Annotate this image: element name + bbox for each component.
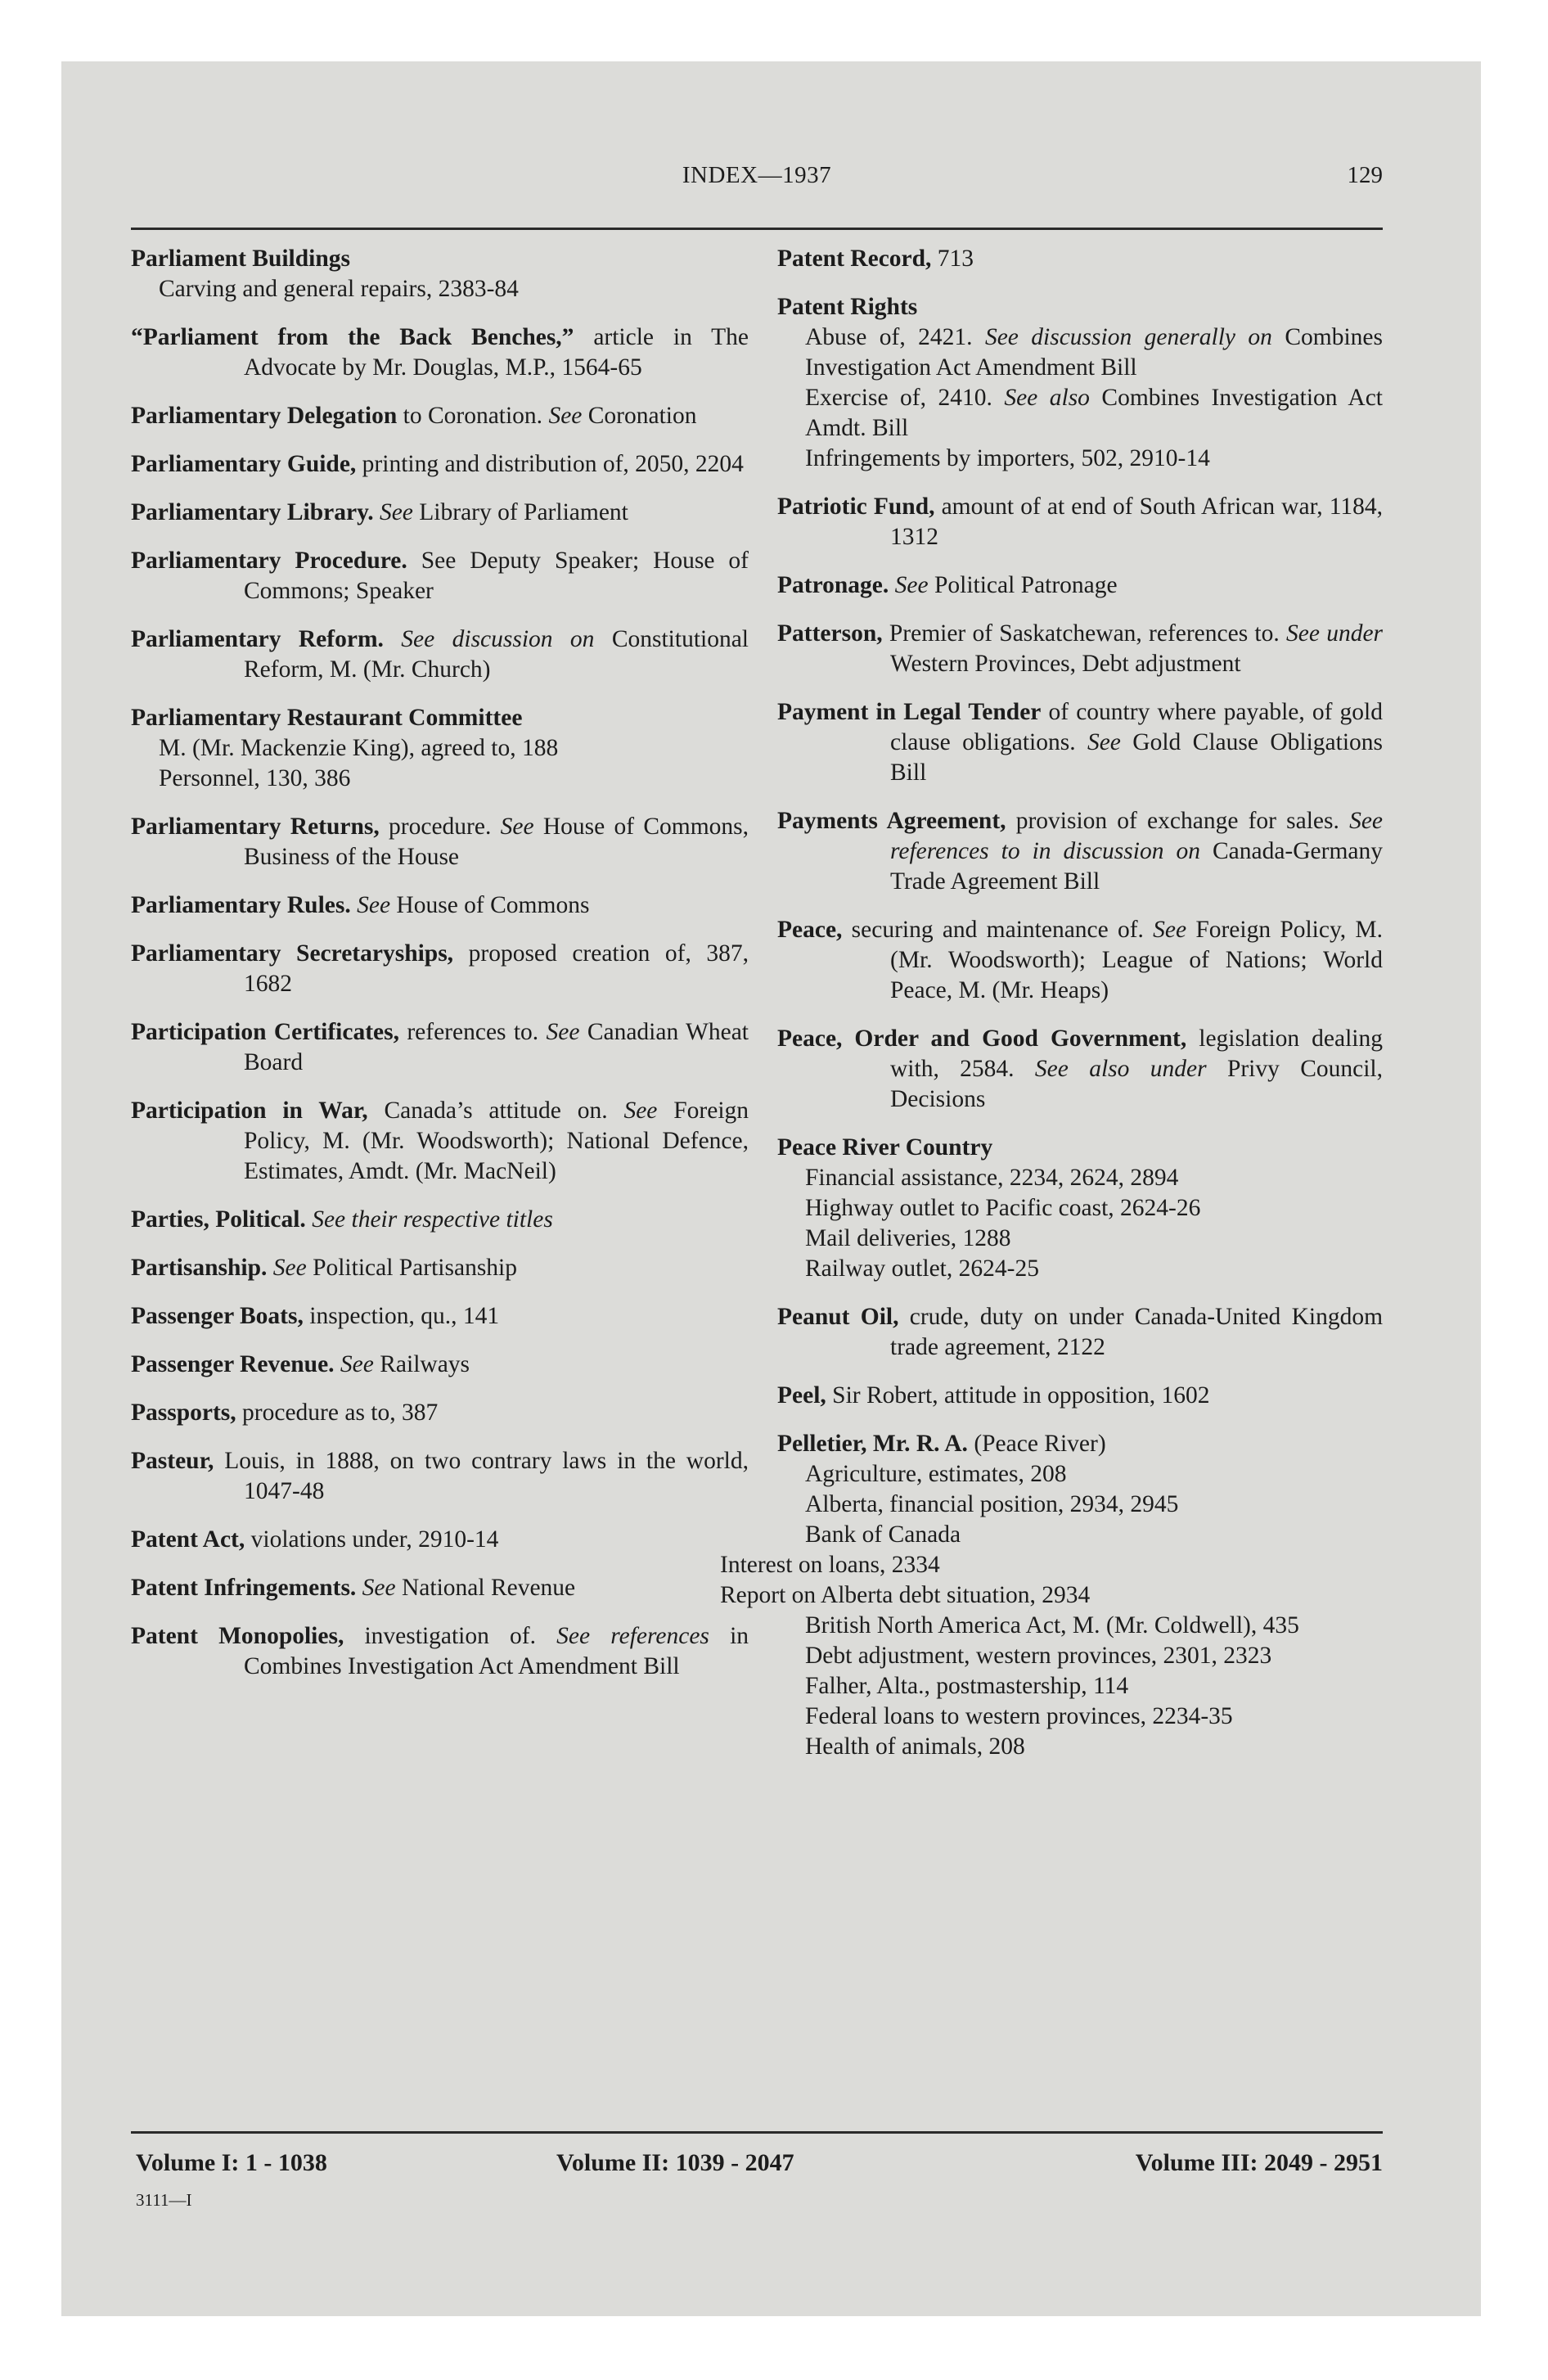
entry-text: article in The Advocate by Mr. Douglas, M.P., 1564-65 bbox=[244, 324, 749, 381]
see-reference: See bbox=[894, 572, 929, 598]
entry-heading: Participation in War, bbox=[131, 1098, 368, 1124]
entry-heading: Patriotic Fund, bbox=[777, 494, 935, 520]
see-reference: See bbox=[623, 1098, 658, 1124]
left-column bbox=[131, 244, 749, 1700]
index-subentry: Bank of Canada bbox=[805, 1521, 961, 1548]
page-number: 129 bbox=[1347, 162, 1383, 188]
entry-heading: Patent Rights bbox=[777, 294, 918, 320]
index-subentry: Alberta, financial position, 2934, 2945 bbox=[805, 1491, 1179, 1517]
index-entry bbox=[777, 244, 1383, 274]
index-entry bbox=[777, 806, 1383, 897]
entry-heading: “Parliament from the Back Benches,” bbox=[131, 324, 574, 350]
reference-target: National Revenue bbox=[401, 1575, 576, 1601]
see-reference: See discussion on bbox=[401, 626, 595, 652]
index-subentry: British North America Act, M. (Mr. Coldwell), 435 bbox=[805, 1612, 1299, 1639]
entry-text: legislation dealing with, 2584. bbox=[890, 1025, 1383, 1082]
index-entry bbox=[777, 915, 1383, 1006]
entry-text: procedure. bbox=[389, 814, 492, 840]
entry-heading: Parliamentary Guide, bbox=[131, 451, 357, 477]
index-subentry: Carving and general repairs, 2383-84 bbox=[159, 276, 519, 302]
entry-heading: Patent Infringements. bbox=[131, 1575, 357, 1601]
entry-heading: Payment in Legal Tender bbox=[777, 699, 1042, 725]
entry-heading: Patterson, bbox=[777, 620, 883, 647]
index-entry bbox=[131, 1446, 749, 1507]
index-entry bbox=[131, 1253, 749, 1283]
see-reference: See bbox=[357, 892, 391, 918]
reference-target: Foreign Policy, M. (Mr. Woodsworth); League of Nations; World Peace, M. (Mr. Heaps) bbox=[890, 917, 1383, 1003]
index-entry bbox=[131, 1096, 749, 1187]
entry-heading: Parliamentary Procedure. bbox=[131, 548, 407, 574]
entry-heading: Parliamentary Rules. bbox=[131, 892, 351, 918]
entry-heading: Passports, bbox=[131, 1400, 236, 1426]
entry-text: securing and maintenance of. bbox=[851, 917, 1144, 943]
index-subentry: M. (Mr. Mackenzie King), agreed to, 188 bbox=[159, 735, 559, 761]
reference-target: Western Provinces, Debt adjustment bbox=[890, 651, 1241, 677]
see-reference: See their respective titles bbox=[312, 1206, 553, 1233]
index-subentry: Exercise of, 2410. See also Combines Investigation Act Amdt. Bill bbox=[805, 385, 1383, 441]
index-subentry: Infringements by importers, 502, 2910-14 bbox=[805, 445, 1210, 471]
entry-heading: Patent Monopolies, bbox=[131, 1623, 344, 1649]
entry-heading: Parliamentary Restaurant Committee bbox=[131, 705, 523, 731]
reference-target: Constitutional Reform, M. (Mr. Church) bbox=[244, 626, 749, 683]
index-entry bbox=[131, 890, 749, 921]
index-entry bbox=[131, 1017, 749, 1078]
index-entry bbox=[131, 624, 749, 685]
entry-text: 713 bbox=[937, 246, 974, 272]
index-entry bbox=[131, 322, 749, 383]
index-subentry: Interest on loans, 2334 bbox=[720, 1552, 940, 1578]
reference-target: Privy Council, Decisions bbox=[890, 1056, 1384, 1112]
see-reference: See bbox=[500, 814, 534, 840]
entry-heading: Partisanship. bbox=[131, 1255, 268, 1281]
index-entry bbox=[777, 1302, 1383, 1363]
reference-target: Railways bbox=[380, 1351, 470, 1377]
see-reference: See bbox=[362, 1575, 396, 1601]
volume-three-range: Volume III: 2049 - 2951 bbox=[1135, 2149, 1383, 2176]
reference-target: Political Patronage bbox=[934, 572, 1118, 598]
page-header bbox=[131, 162, 1383, 203]
entry-heading: Patent Record, bbox=[777, 246, 932, 272]
see-reference: See bbox=[379, 499, 413, 525]
footer-rule bbox=[131, 2131, 1383, 2134]
entry-heading: Peace River Country bbox=[777, 1134, 993, 1161]
entry-heading: Parliamentary Returns, bbox=[131, 814, 380, 840]
running-title: INDEX—1937 bbox=[682, 162, 832, 188]
index-entry bbox=[777, 1024, 1383, 1115]
index-page bbox=[131, 123, 1383, 2300]
index-subentry: Debt adjustment, western provinces, 2301, 2323 bbox=[805, 1643, 1272, 1669]
reference-target: House of Commons, Business of the House bbox=[244, 814, 749, 870]
entry-text: Canada’s attitude on. bbox=[384, 1098, 608, 1124]
entry-text: provision of exchange for sales. bbox=[1015, 808, 1339, 834]
entry-text: printing and distribution of, 2050, 2204 bbox=[362, 451, 744, 477]
index-subentry: Financial assistance, 2234, 2624, 2894 bbox=[805, 1165, 1179, 1191]
index-entry bbox=[777, 492, 1383, 552]
reference-target: Gold Clause Obligations Bill bbox=[890, 729, 1384, 786]
print-code: 3111—I bbox=[136, 2190, 192, 2210]
entry-heading: Patronage. bbox=[777, 572, 889, 598]
index-subentry: Federal loans to western provinces, 2234-35 bbox=[805, 1703, 1233, 1729]
entry-heading: Parties, Political. bbox=[131, 1206, 306, 1233]
see-reference: See bbox=[548, 403, 583, 429]
entry-text: proposed creation of, 387, 1682 bbox=[244, 940, 749, 997]
see-reference: See bbox=[272, 1255, 307, 1281]
index-entry bbox=[131, 812, 749, 872]
index-entry bbox=[131, 244, 749, 304]
index-subentry: Agriculture, estimates, 208 bbox=[805, 1461, 1067, 1487]
see-reference: See bbox=[340, 1351, 374, 1377]
see-reference: See bbox=[546, 1019, 580, 1045]
cross-reference-label: See also bbox=[1004, 385, 1090, 411]
entry-heading: Participation Certificates, bbox=[131, 1019, 399, 1045]
entry-text: crude, duty on under Canada-United Kingdom trade agreement, 2122 bbox=[890, 1304, 1384, 1360]
reference-target: Coronation bbox=[587, 403, 697, 429]
reference-target: House of Commons bbox=[396, 892, 590, 918]
volume-footer bbox=[131, 2149, 1383, 2186]
index-entry bbox=[777, 697, 1383, 788]
cross-reference-label: See discussion generally on bbox=[984, 324, 1272, 350]
index-entry bbox=[131, 703, 749, 794]
entry-heading: Peanut Oil, bbox=[777, 1304, 899, 1330]
index-entry bbox=[131, 498, 749, 528]
entry-heading: Parliamentary Reform. bbox=[131, 626, 384, 652]
index-entry bbox=[131, 1573, 749, 1603]
index-subentry: Report on Alberta debt situation, 2934 bbox=[720, 1582, 1091, 1608]
entry-heading: Parliament Buildings bbox=[131, 246, 350, 272]
index-subentry: Personnel, 130, 386 bbox=[159, 765, 351, 791]
entry-text: of country where payable, of gold clause obligations. bbox=[890, 699, 1384, 755]
index-subentry: Railway outlet, 2624-25 bbox=[805, 1255, 1039, 1282]
header-rule bbox=[131, 228, 1383, 230]
entry-heading: Pelletier, Mr. R. A. bbox=[777, 1431, 968, 1457]
reference-target: in Combines Investigation Act Amendment Bill bbox=[244, 1623, 749, 1679]
entry-text: Louis, in 1888, on two contrary laws in the world, 1047-48 bbox=[224, 1448, 749, 1504]
index-entry bbox=[777, 1381, 1383, 1411]
entry-text: See Deputy Speaker; House of Commons; Speaker bbox=[244, 548, 749, 604]
entry-text: inspection, qu., 141 bbox=[309, 1303, 500, 1329]
entry-text: amount of at end of South African war, 1184, 1312 bbox=[890, 494, 1383, 550]
index-entry bbox=[131, 1205, 749, 1235]
index-entry bbox=[777, 1133, 1383, 1284]
entry-text: Sir Robert, attitude in opposition, 1602 bbox=[832, 1382, 1210, 1409]
index-entry bbox=[131, 449, 749, 480]
reference-target: Library of Parliament bbox=[419, 499, 628, 525]
index-subentry: Abuse of, 2421. See discussion generally on Combines Investigation Act Amendment Bill bbox=[805, 324, 1383, 381]
entry-heading: Peace, bbox=[777, 917, 843, 943]
index-entry bbox=[131, 939, 749, 999]
index-entry bbox=[131, 1525, 749, 1555]
index-subentry: Health of animals, 208 bbox=[805, 1733, 1025, 1760]
index-subentry: Highway outlet to Pacific coast, 2624-26 bbox=[805, 1195, 1201, 1221]
index-entry bbox=[720, 1429, 1383, 1762]
entry-heading: Peace, Order and Good Government, bbox=[777, 1025, 1187, 1052]
entry-heading: Peel, bbox=[777, 1382, 826, 1409]
entry-heading: Patent Act, bbox=[131, 1526, 245, 1553]
entry-heading: Passenger Revenue. bbox=[131, 1351, 335, 1377]
reference-target: Foreign Policy, M. (Mr. Woodsworth); National Defence, Estimates, Amdt. (Mr. MacNeil) bbox=[244, 1098, 749, 1184]
entry-heading: Parliamentary Library. bbox=[131, 499, 374, 525]
entry-heading: Parliamentary Secretaryships, bbox=[131, 940, 454, 967]
reference-target: Canadian Wheat Board bbox=[244, 1019, 749, 1075]
index-entry bbox=[131, 1398, 749, 1428]
see-reference: See bbox=[1153, 917, 1187, 943]
reference-target: Political Partisanship bbox=[313, 1255, 517, 1281]
see-reference: See references bbox=[556, 1623, 709, 1649]
entry-text: to Coronation. bbox=[403, 403, 543, 429]
volume-two-range: Volume II: 1039 - 2047 bbox=[556, 2149, 794, 2176]
entry-heading: Passenger Boats, bbox=[131, 1303, 304, 1329]
entry-heading: Pasteur, bbox=[131, 1448, 214, 1474]
entry-heading: Payments Agreement, bbox=[777, 808, 1006, 834]
reference-target: Canada-Germany Trade Agreement Bill bbox=[890, 838, 1384, 895]
entry-text: references to. bbox=[407, 1019, 539, 1045]
index-entry bbox=[131, 401, 749, 431]
index-entry bbox=[131, 1301, 749, 1332]
see-reference: See references to in discussion on bbox=[890, 808, 1383, 864]
index-entry bbox=[131, 546, 749, 606]
index-entry bbox=[777, 570, 1383, 601]
index-subentry: Mail deliveries, 1288 bbox=[805, 1225, 1011, 1251]
volume-one-range: Volume I: 1 - 1038 bbox=[136, 2149, 327, 2176]
entry-text: (Peace River) bbox=[974, 1431, 1106, 1457]
index-entry bbox=[131, 1350, 749, 1380]
index-entry bbox=[131, 1621, 749, 1682]
right-column bbox=[720, 244, 1384, 1780]
see-reference: See under bbox=[1286, 620, 1384, 647]
see-reference: See bbox=[1087, 729, 1121, 755]
index-subentry: Falher, Alta., postmastership, 114 bbox=[805, 1673, 1129, 1699]
index-entry bbox=[777, 292, 1383, 474]
entry-text: investigation of. bbox=[364, 1623, 536, 1649]
entry-text: violations under, 2910-14 bbox=[250, 1526, 499, 1553]
index-entry bbox=[777, 619, 1383, 679]
see-reference: See also under bbox=[1034, 1056, 1207, 1082]
entry-text: procedure as to, 387 bbox=[242, 1400, 439, 1426]
entry-heading: Parliamentary Delegation bbox=[131, 403, 398, 429]
entry-text: Premier of Saskatchewan, references to. bbox=[889, 620, 1280, 647]
